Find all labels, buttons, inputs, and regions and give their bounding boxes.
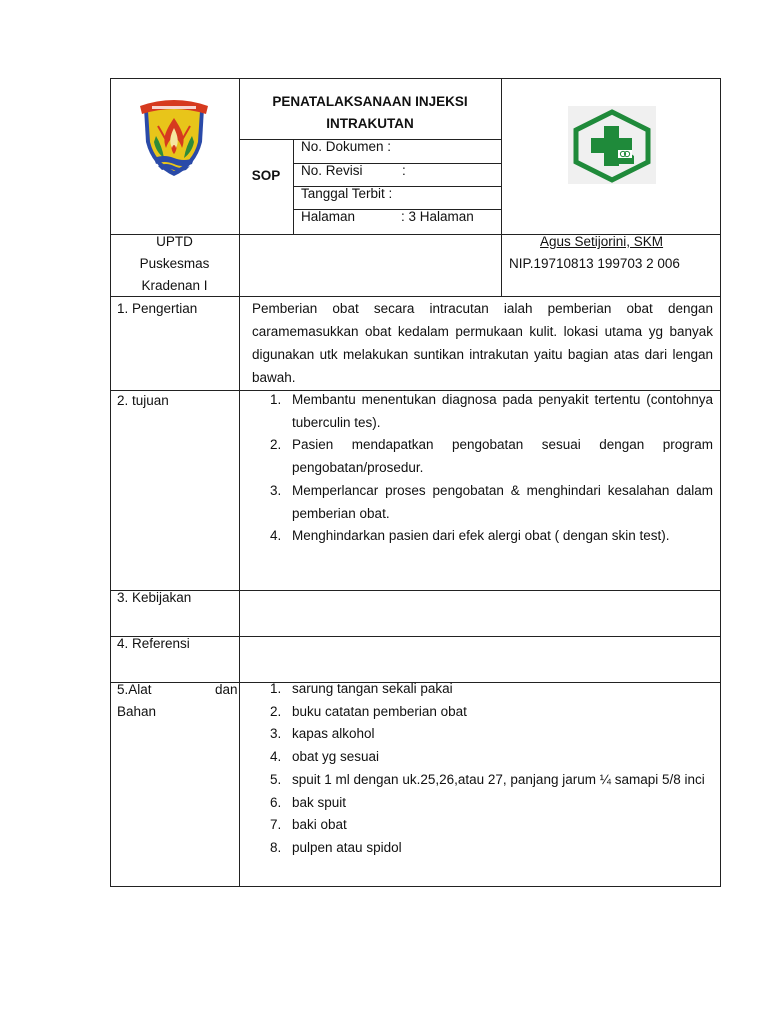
list-item-number: 2. (270, 437, 282, 453)
list-item-text: buku catatan pemberian obat (292, 703, 467, 719)
list-item-text: pulpen atau spidol (292, 839, 402, 855)
section-label-bahan: Bahan (117, 704, 157, 719)
list-item (252, 389, 713, 434)
signatory-nip: NIP.19710813 199703 2 006 (509, 256, 680, 271)
sop-label: SOP (251, 168, 281, 183)
list-item (252, 723, 713, 746)
section-label-pengertian: 1. Pengertian (117, 301, 198, 316)
tujuan-list (252, 389, 713, 548)
list-item (252, 525, 713, 548)
list-item (252, 434, 713, 479)
document-title-line-2: INTRAKUTAN (326, 116, 414, 131)
list-item-number: 2. (270, 703, 282, 719)
field-halaman: Halaman (301, 209, 356, 224)
list-item (252, 678, 713, 701)
alat-list (252, 678, 713, 860)
list-item-number: 8. (270, 839, 282, 855)
list-item-number: 1. (270, 681, 282, 696)
list-item (252, 814, 713, 837)
list-item-text: sarung tangan sekali pakai (292, 681, 453, 696)
list-item (252, 792, 713, 815)
list-item (252, 701, 713, 724)
list-item-number: 3. (270, 726, 282, 742)
section-label-tujuan: 2. tujuan (117, 393, 169, 408)
regency-emblem-logo (136, 96, 212, 180)
list-item-text: kapas alkohol (292, 726, 375, 742)
list-item-text: spuit 1 ml dengan uk.25,26,atau 27, panjang jarum ¼ samapi 5/8 inci (292, 771, 705, 787)
list-item-text: bak spuit (292, 794, 347, 810)
section-label-kebijakan: 3. Kebijakan (117, 590, 192, 605)
list-item-number: 4. (270, 749, 282, 765)
field-tanggal-terbit: Tanggal Terbit : (301, 186, 393, 201)
field-no-dokumen: No. Dokumen : (301, 139, 392, 154)
list-item-text: baki obat (292, 817, 347, 833)
signatory-name: Agus Setijorini, SKM (540, 234, 664, 249)
section-label-referensi: 4. Referensi (117, 636, 190, 651)
unit-line-3: Kradenan I (141, 278, 208, 293)
section-label-alat: 5.Alat (117, 682, 152, 697)
list-item-number: 4. (270, 528, 282, 544)
list-item-text: Membantu menentukan diagnosa pada penyakit tertentu (contohnya tuberculin tes). (292, 392, 713, 430)
puskesmas-logo (568, 106, 656, 184)
list-item-number: 6. (270, 794, 282, 810)
list-item (252, 769, 713, 792)
list-item-number: 3. (270, 482, 282, 498)
list-item (252, 837, 713, 860)
list-item-number: 5. (270, 771, 282, 787)
list-item (252, 746, 713, 769)
unit-line-2: Puskesmas (139, 256, 210, 271)
list-item-text: Menghindarkan pasien dari efek alergi obat ( dengan skin test). (292, 528, 670, 544)
unit-line-1: UPTD (156, 234, 193, 249)
list-item-text: Memperlancar proses pengobatan & menghindari kesalahan dalam pemberian obat. (292, 482, 713, 521)
field-halaman-value: : 3 Halaman (401, 209, 474, 224)
document-title-line-1: PENATALAKSANAAN INJEKSI (272, 94, 468, 109)
section-label-alat-dan: dan (215, 682, 238, 697)
section-text-pengertian: Pemberian obat secara intracutan ialah pemberian obat dengan caramemasukkan obat kedalam permukaan kulit. lokasi utama yg banyak digunakan utk melakukan suntikan intrakutan yaitu bagian atas dari lengan bawah. (252, 301, 713, 385)
list-item-number: 7. (270, 817, 282, 833)
list-item-text: obat yg sesuai (292, 749, 380, 765)
field-no-revisi-value: : (402, 163, 406, 178)
list-item-text: Pasien mendapatkan pengobatan sesuai dengan program pengobatan/prosedur. (292, 437, 713, 476)
list-item-number: 1. (270, 392, 282, 407)
list-item (252, 480, 713, 525)
field-no-revisi: No. Revisi (301, 163, 363, 178)
